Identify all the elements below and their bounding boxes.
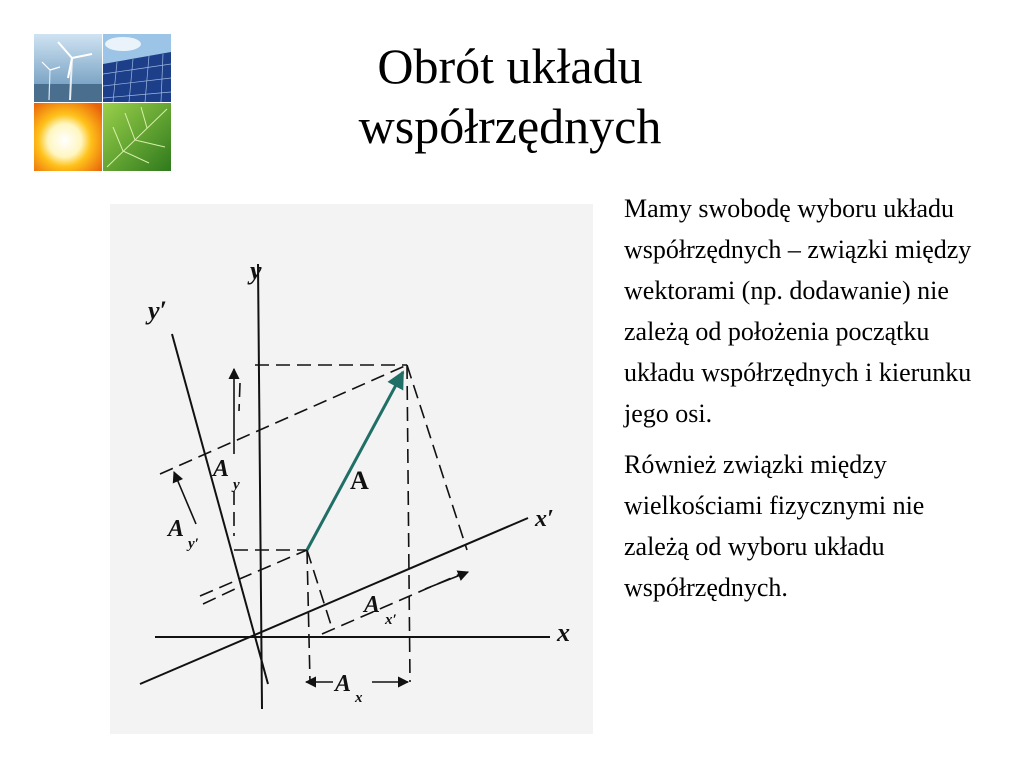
- sun-image: [34, 103, 102, 171]
- vector-a: [307, 372, 403, 550]
- y-prime-axis: [172, 334, 268, 684]
- ax-label: A: [335, 671, 352, 697]
- y-axis: [258, 264, 262, 709]
- solar-panels-image: [103, 34, 171, 102]
- coordinate-rotation-figure: [110, 204, 593, 734]
- slide-body: [624, 188, 994, 618]
- ay-label: A: [213, 456, 230, 482]
- ayp-subscript: y′: [188, 536, 199, 552]
- coordinate-rotation-diagram: [110, 204, 593, 734]
- wind-turbine-image: [34, 34, 102, 102]
- ay-subscript: y: [233, 477, 240, 493]
- leaf-image: [103, 103, 171, 171]
- slide-title: [240, 36, 780, 156]
- x-prime-axis-label: x′: [535, 506, 554, 532]
- y-prime-axis-label: y′: [148, 296, 167, 325]
- slide-title-line-2: współrzędnych: [358, 98, 662, 154]
- vector-a-label: A: [350, 466, 369, 495]
- ax-subscript: x: [355, 690, 363, 706]
- y-axis-label: y: [250, 256, 262, 285]
- logo-collage: [34, 34, 171, 171]
- x-axis-label: x: [557, 618, 570, 647]
- axp-subscript: x′: [385, 612, 397, 628]
- paragraph-1: Mamy swobodę wyboru układu współrzędnych – związki między wektorami (np. dodawanie) nie zależą od położenia początku układu współrzędnych i kierunku jego osi.: [624, 194, 972, 428]
- ayp-label: A: [168, 516, 185, 542]
- projection-lines: [160, 365, 467, 682]
- slide-title-line-1: Obrót układu: [377, 38, 643, 94]
- axp-label: A: [364, 592, 381, 618]
- paragraph-2: Również związki między wielkościami fizycznymi nie zależą od wyboru układu współrzędnych.: [624, 450, 925, 602]
- axp-dimension-arrow: [425, 572, 468, 589]
